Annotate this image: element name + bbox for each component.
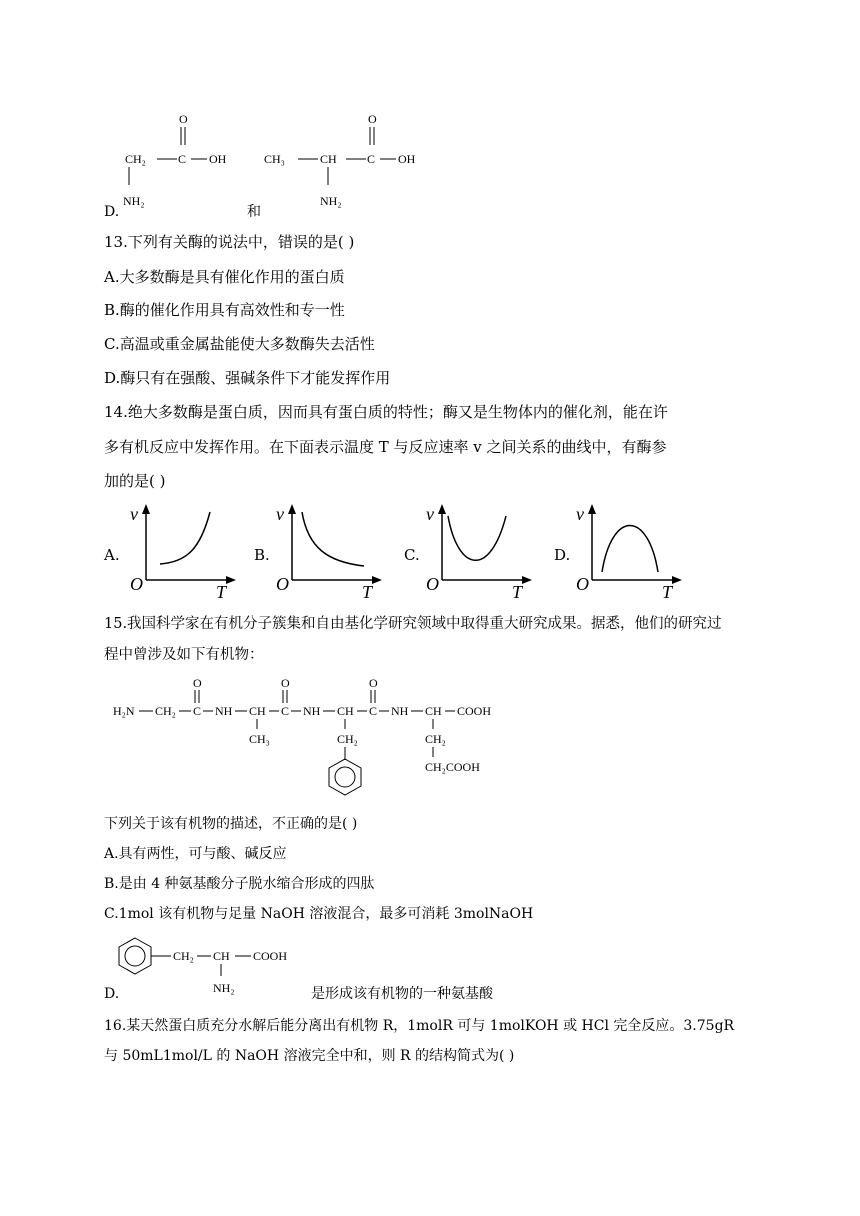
q13-option-a: A.大多数酶是具有催化作用的蛋白质 (104, 268, 345, 286)
carbonyl-carbon: C (281, 704, 290, 718)
ch3-group: CH₃ (264, 152, 285, 166)
option-d-label: D. (104, 204, 120, 220)
q14-stem-line1: 14.绝大多数酶是蛋白质，因而具有蛋白质的特性；酶又是生物体内的催化剂，能在许 (104, 403, 668, 421)
x-axis-label: T (512, 582, 523, 600)
q13-option-c: C.高温或重金属盐能使大多数酶失去活性 (104, 335, 375, 353)
q14-stem-line2: 多有机反应中发挥作用。在下面表示温度 T 与反应速率 v 之间关系的曲线中，有酶参 (104, 438, 667, 456)
benzene-ring (329, 759, 361, 795)
q13-option-b: B.酶的催化作用具有高效性和专一性 (104, 301, 345, 319)
amino-group: NH₂ (123, 194, 145, 208)
carboxyl-group: COOH (457, 704, 492, 718)
q14-graph-a-label: A. (104, 546, 120, 564)
amino-group: NH₂ (213, 981, 235, 995)
q16-stem-line2: 与 50mL1mol/L 的 NaOH 溶液完全中和，则 R 的结构简式为( ) (104, 1048, 515, 1064)
y-axis-label: v (576, 504, 584, 524)
ch-group: CH (320, 152, 337, 166)
origin-label: O (426, 574, 439, 594)
glycine-structure (115, 105, 250, 220)
carbonyl-carbon: C (369, 704, 378, 718)
carbonyl-oxygen: O (179, 112, 188, 126)
q14-stem-line3: 加的是( ) (104, 472, 166, 490)
q15-question: 下列关于该有机物的描述，不正确的是( ) (104, 816, 358, 832)
q15-option-b: B.是由 4 种氨基酸分子脱水缩合形成的四肽 (104, 876, 375, 892)
q13-stem: 13.下列有关酶的说法中，错误的是( ) (104, 233, 355, 251)
q15-stem-line1: 15.我国科学家在有机分子簇集和自由基化学研究领域中取得重大研究成果。据悉，他们的研究过 (104, 616, 722, 632)
q14-graph-b (272, 502, 384, 600)
ch2cooh-group: CH₂COOH (425, 760, 480, 774)
q14-graph-c-label: C. (404, 546, 420, 564)
q14-graph-a (126, 502, 238, 600)
q14-graph-b-label: B. (254, 546, 270, 564)
q15-option-d-label: D. (104, 986, 120, 1002)
ch2-group: CH₂ (425, 732, 446, 746)
carbonyl-oxygen: O (369, 676, 378, 690)
q14-graph-d-label: D. (554, 546, 571, 564)
x-axis-label: T (216, 582, 227, 600)
ch2-group: CH₂ (155, 704, 176, 718)
q14-graph-c (422, 502, 534, 600)
ch-group: CH (425, 704, 442, 718)
carboxyl-group: COOH (253, 949, 288, 963)
q15-option-c: C.1mol 该有机物与足量 NaOH 溶液混合，最多可消耗 3molNaOH (104, 906, 534, 922)
ch-group: CH (249, 704, 266, 718)
ch-group: CH (337, 704, 354, 718)
x-axis-label: T (362, 582, 373, 600)
carbonyl-oxygen: O (368, 112, 377, 126)
alanine-structure (262, 105, 447, 220)
carbon: C (367, 152, 376, 166)
amide-nh: NH (215, 704, 233, 718)
q13-option-d: D.酶只有在强酸、强碱条件下才能发挥作用 (104, 369, 391, 387)
tetrapeptide-structure (113, 673, 503, 803)
q16-stem-line1: 16.某天然蛋白质充分水解后能分离出有机物 R，1molR 可与 1molKOH 或 HCl 完全反应。3.75gR (104, 1018, 735, 1034)
carbonyl-oxygen: O (193, 676, 202, 690)
ch3-group: CH₃ (249, 732, 270, 746)
amide-nh: NH (391, 704, 409, 718)
y-axis-label: v (130, 504, 138, 524)
amino-group: NH₂ (320, 194, 342, 208)
ch2-group: CH₂ (173, 949, 194, 963)
origin-label: O (130, 574, 143, 594)
amino-terminus: H₂N (113, 704, 135, 718)
hydroxyl: OH (209, 152, 227, 166)
hydroxyl: OH (398, 152, 416, 166)
q15-option-a: A.具有两性，可与酸、碱反应 (104, 846, 287, 862)
q14-graph-d (572, 502, 684, 600)
q15-option-d-text: 是形成该有机物的一种氨基酸 (311, 986, 493, 1002)
x-axis-label: T (662, 582, 673, 600)
origin-label: O (276, 574, 289, 594)
y-axis-label: v (426, 504, 434, 524)
ch2-group: CH₂ (125, 152, 146, 166)
q15-stem-line2: 程中曾涉及如下有机物： (104, 647, 264, 663)
y-axis-label: v (276, 504, 284, 524)
ch-group: CH (213, 949, 230, 963)
conjunction: 和 (247, 204, 261, 220)
carbon: C (178, 152, 187, 166)
carbonyl-carbon: C (193, 704, 202, 718)
carbonyl-oxygen: O (281, 676, 290, 690)
benzene-ring (119, 938, 151, 974)
phenylalanine-structure (115, 930, 315, 1004)
ch2-group: CH₂ (337, 732, 358, 746)
origin-label: O (576, 574, 589, 594)
amide-nh: NH (303, 704, 321, 718)
